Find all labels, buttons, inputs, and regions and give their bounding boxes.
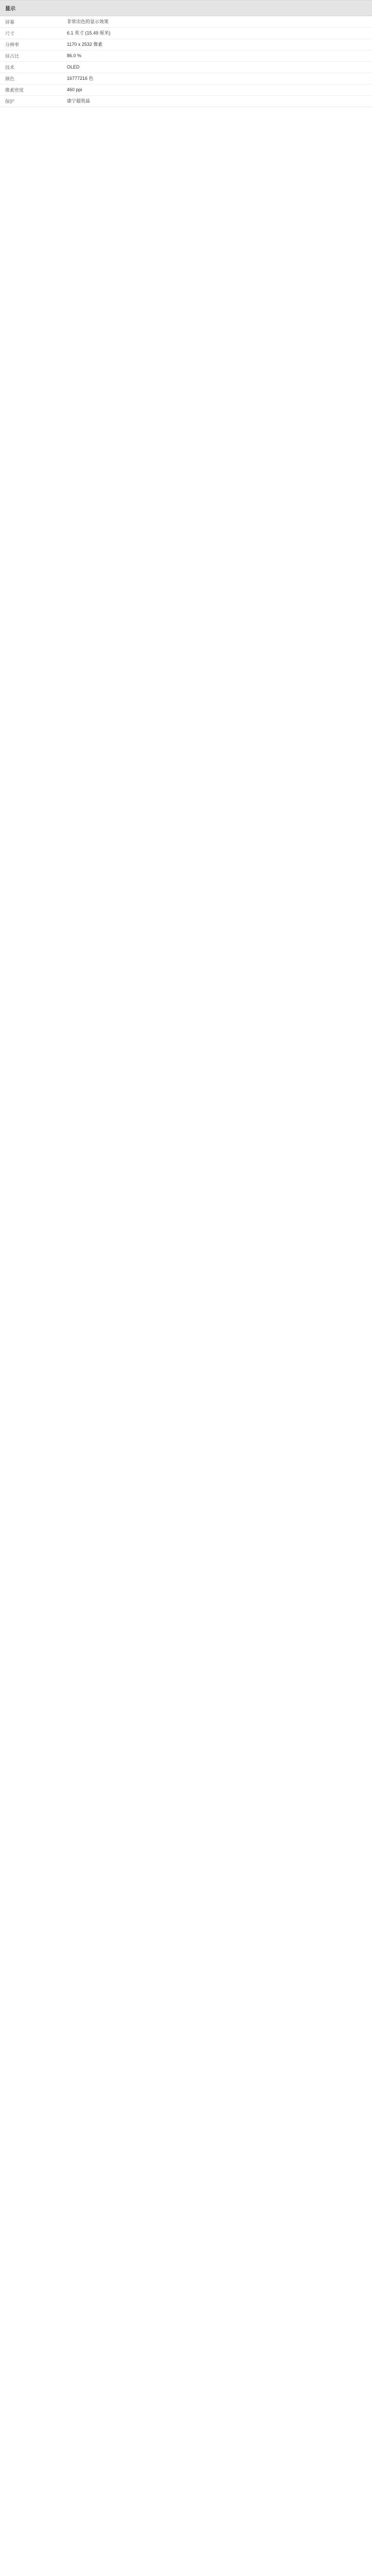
spec-label: 保护: [5, 99, 15, 105]
spec-row: [0, 27, 372, 39]
spec-label: 分辨率: [5, 42, 20, 48]
spec-value: 康宁超瓷晶: [67, 98, 91, 104]
spec-row: [0, 16, 372, 27]
spec-label: 尺寸: [5, 31, 15, 37]
spec-row: [0, 61, 372, 73]
spec-row: [0, 50, 372, 61]
spec-label: 屏幕: [5, 20, 15, 25]
spec-label: 像素密度: [5, 88, 24, 93]
spec-value: 460 ppi: [67, 87, 82, 93]
spec-value: OLED: [67, 64, 80, 70]
spec-value: 非常出色的显示效果: [67, 19, 109, 24]
section-title: 显示: [0, 0, 372, 16]
spec-row: [0, 73, 372, 84]
section-display: [0, 0, 372, 107]
spec-label: 技术: [5, 65, 15, 71]
spec-value: 1170 x 2532 像素: [67, 42, 103, 47]
spec-value: 86.0 %: [67, 53, 82, 59]
spec-row: [0, 84, 372, 95]
spec-value: 16777216 色: [67, 76, 94, 81]
spec-label: 屏占比: [5, 54, 20, 59]
spec-label: 颜色: [5, 76, 15, 82]
spec-row: [0, 39, 372, 50]
spec-value: 6.1 英寸 (15.49 厘米): [67, 30, 111, 36]
spec-row: [0, 95, 372, 107]
